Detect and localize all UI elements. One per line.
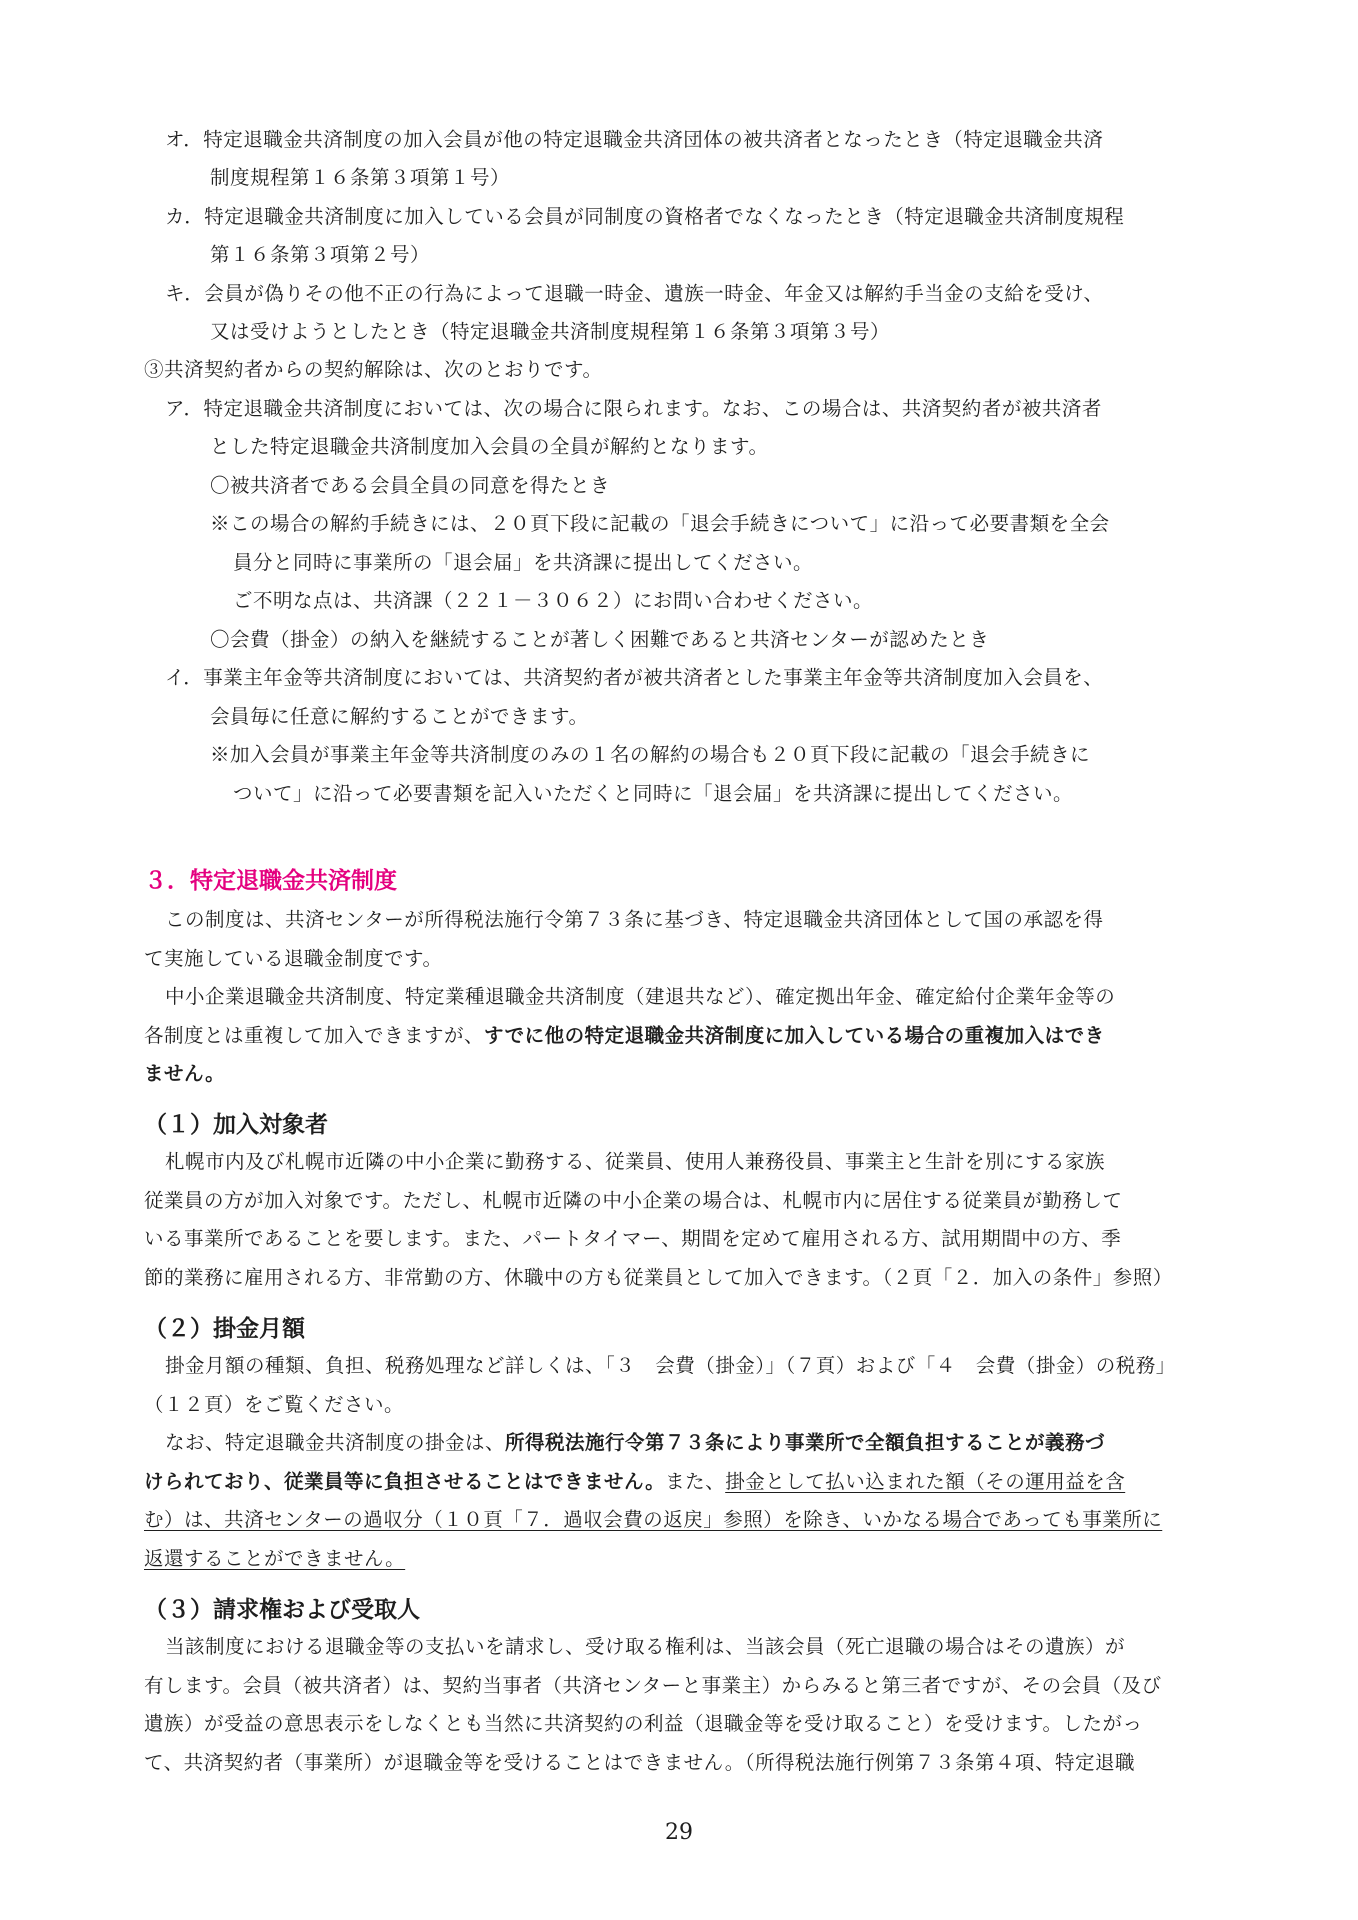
item3-a-note-line3: ご不明な点は、共済課（２２１－３０６２）にお問い合わせください。: [233, 589, 874, 612]
item3-i-note-line2: ついて」に沿って必要書類を記入いただくと同時に「退会届」を共済課に提出してください。: [233, 782, 1074, 805]
section3-p1-line2: て実施している退職金制度です。: [144, 947, 443, 970]
section3-p2-line2-emphasis: すでに他の特定退職金共済制度に加入している場合の重複加入はでき: [484, 1024, 1105, 1047]
item3-a-note-line1: ※この場合の解約手続きには、２０頁下段に記載の「退会手続きについて」に沿って必要書類を全会: [210, 512, 1110, 535]
sub2-line6: 返還することができません。: [144, 1547, 406, 1570]
item3-a-condition2: 〇会費（掛金）の納入を継続することが著しく困難であると共済センターが認めたとき: [210, 628, 990, 651]
list-item-ka-line1: カ．特定退職金共済制度に加入している会員が同制度の資格者でなくなったとき（特定退職金共済制度規程: [165, 205, 1125, 228]
sub2-line3-normal: なお、特定退職金共済制度の掛金は、: [165, 1431, 506, 1454]
section3-p2-line2-normal: 各制度とは重複して加入できますが、: [144, 1024, 485, 1047]
sub3-line1: 当該制度における退職金等の支払いを請求し、受け取る権利は、当該会員（死亡退職の場合はその遺族）が: [165, 1635, 1126, 1658]
sub2-line4-emphasis: けられており、従業員等に負担させることはできません。: [144, 1470, 666, 1493]
sub2-line4: [144, 1468, 1125, 1496]
list-item-o-line2: 制度規程第１６条第３項第１号）: [210, 166, 511, 189]
list-item-ki-line1: キ．会員が偽りその他不正の行為によって退職一時金、遺族一時金、年金又は解約手当金の支給を受け、: [165, 282, 1104, 305]
sub2-line1: 掛金月額の種類、負担、税務処理など詳しくは、「３ 会費（掛金）」（７頁）および「４ 会費（掛金）の税務」: [165, 1354, 1176, 1377]
section3-p2-line1: 中小企業退職金共済制度、特定業種退職金共済制度（建退共など）、確定拠出年金、確定給付企業年金等の: [165, 985, 1116, 1008]
sub1-line1: 札幌市内及び札幌市近隣の中小企業に勤務する、従業員、使用人兼務役員、事業主と生計を別にする家族: [165, 1150, 1106, 1173]
subsection-title-premium: （２）掛金月額: [144, 1316, 305, 1342]
sub1-line4: 節的業務に雇用される方、非常勤の方、休職中の方も従業員として加入できます。（２頁「２．加入の条件」参照）: [144, 1266, 1173, 1289]
item3-a-note-line2: 員分と同時に事業所の「退会届」を共済課に提出してください。: [233, 551, 814, 574]
item3-heading: ③共済契約者からの契約解除は、次のとおりです。: [144, 358, 603, 381]
sub2-line5: む）は、共済センターの過収分（１０頁「７．過収会費の返戻」参照）を除き、いかなる場合であっても事業所に: [144, 1508, 1163, 1531]
item3-i-line2: 会員毎に任意に解約することができます。: [210, 705, 589, 728]
sub3-line4: て、共済契約者（事業所）が退職金等を受けることはできません。（所得税法施行例第７３条第４項、特定退職: [144, 1751, 1136, 1774]
sub2-line4-normal: また、: [665, 1470, 726, 1493]
item3-i-note-line1: ※加入会員が事業主年金等共済制度のみの１名の解約の場合も２０頁下段に記載の「退会手続きに: [210, 743, 1091, 766]
item3-a-condition1: 〇被共済者である会員全員の同意を得たとき: [210, 474, 611, 497]
section3-p2-line2: [144, 1022, 1105, 1050]
sub3-line3: 遺族）が受益の意思表示をしなくとも当然に共済契約の利益（退職金等を受け取ること）を受けます。したがっ: [144, 1712, 1143, 1735]
section3-p1-line1: この制度は、共済センターが所得税法施行令第７３条に基づき、特定退職金共済団体として国の承認を得: [165, 908, 1104, 931]
item3-a-line1: ア．特定退職金共済制度においては、次の場合に限られます。なお、この場合は、共済契約者が被共済者: [165, 397, 1102, 420]
sub2-line3-emphasis: 所得税法施行令第７３条により事業所で全額負担することが義務づ: [505, 1431, 1106, 1454]
sub3-line2: 有します。会員（被共済者）は、契約当事者（共済センターと事業主）からみると第三者ですが、その会員（及び: [144, 1674, 1162, 1697]
item3-a-line2: とした特定退職金共済制度加入会員の全員が解約となります。: [210, 435, 769, 458]
sub1-line3: いる事業所であることを要します。また、パートタイマー、期間を定めて雇用される方、試用期間中の方、季: [144, 1227, 1122, 1250]
list-item-ka-line2: 第１６条第３項第２号）: [210, 243, 431, 266]
section3-p2-line3: ません。: [144, 1062, 226, 1085]
sub2-line3: [165, 1429, 1105, 1457]
sub1-line2: 従業員の方が加入対象です。ただし、札幌市近隣の中小企業の場合は、札幌市内に居住する従業員が勤務して: [144, 1189, 1123, 1212]
page-number: 29: [665, 1820, 693, 1845]
sub2-line4-underlined: 掛金として払い込まれた額（その運用益を含: [725, 1470, 1126, 1493]
sub2-line2: （１２頁）をご覧ください。: [144, 1393, 405, 1416]
list-item-ki-line2: 又は受けようとしたとき（特定退職金共済制度規程第１６条第３項第３号）: [210, 320, 891, 343]
subsection-title-claim-rights: （３）請求権および受取人: [144, 1597, 420, 1623]
list-item-o-line1: オ．特定退職金共済制度の加入会員が他の特定退職金共済団体の被共済者となったとき（特定退職金共済: [165, 128, 1104, 151]
subsection-title-eligibility: （１）加入対象者: [144, 1112, 328, 1138]
section-title: ３．特定退職金共済制度: [144, 868, 397, 894]
item3-i-line1: イ．事業主年金等共済制度においては、共済契約者が被共済者とした事業主年金等共済制度加入会員を、: [165, 666, 1104, 689]
